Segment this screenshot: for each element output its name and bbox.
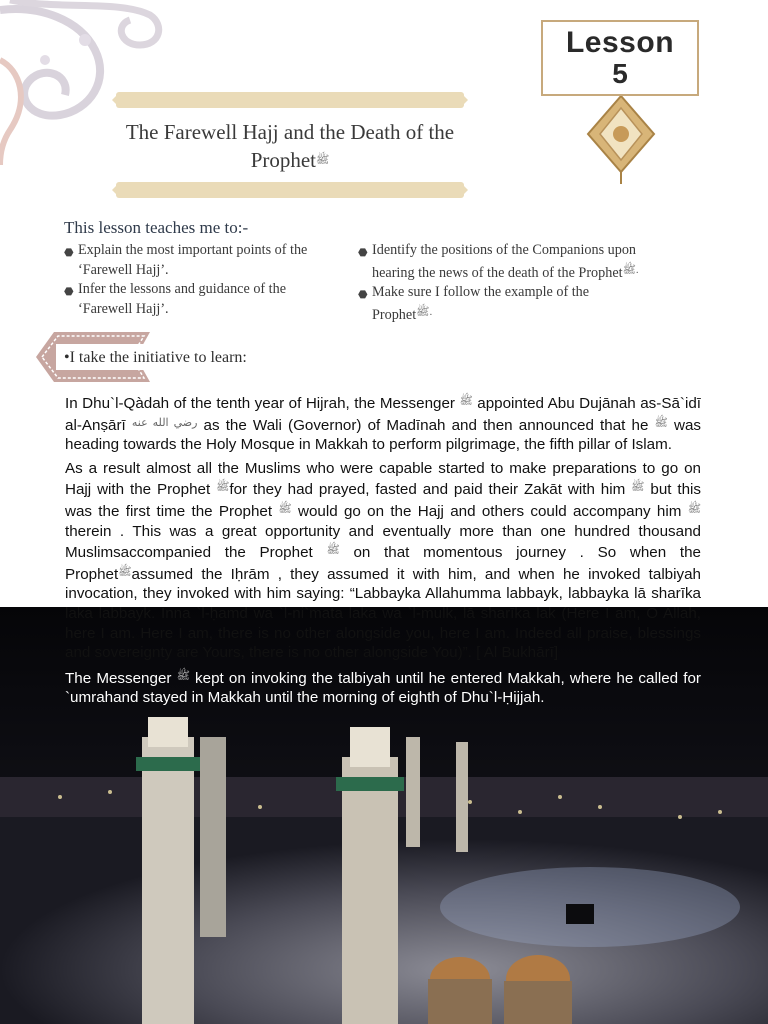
- text-run: kept on invoking the talbiyah until he entered Makkah, where he called for `umrahand stayed in Makkah until the morning of eighth of Dhu`l-Ḥijjah.: [65, 669, 701, 707]
- paragraph-3: [65, 667, 701, 708]
- text-run: As a result almost all the Muslims who were capable started to make preparations to go on Hajj with the Prophet: [65, 459, 701, 499]
- objective-text: Infer the lessons and guidance of the: [78, 281, 287, 297]
- honorific-icon: ﷺ: [631, 481, 645, 494]
- title-line-1: The Farewell Hajj and the Death of the: [125, 120, 455, 144]
- objective-item: [64, 280, 354, 319]
- text-run: The Messenger: [65, 669, 177, 687]
- honorific-icon: ﷺ: [654, 416, 668, 429]
- objective-text: hearing the news of the death of the Prophet: [372, 264, 623, 281]
- objective-text: ‘Farewell Hajj’.: [78, 300, 169, 317]
- bullet-icon: ⬣: [64, 286, 74, 298]
- honorific-ra-icon: رضي الله عنه: [131, 416, 198, 429]
- honorific-icon: ﷺ: [216, 481, 230, 494]
- text-run: but this was the first time the Prophet: [65, 481, 702, 520]
- bullet-icon: ⬣: [64, 247, 74, 259]
- honorific-icon: ﷺ: [687, 502, 701, 515]
- text-run: In Dhu`l-Qàdah of the tenth year of Hijrah, the Messenger: [65, 395, 460, 412]
- bullet-icon: ⬣: [358, 247, 368, 259]
- objective-text: Prophet: [372, 306, 417, 323]
- honorific-icon: ﷺ: [316, 154, 330, 166]
- lesson-word: Lesson: [565, 26, 675, 59]
- objective-text: Explain the most important points of the: [78, 242, 308, 258]
- honorific-icon: ﷺ.: [416, 305, 433, 318]
- lesson-number: 5: [612, 58, 628, 89]
- lesson-title: [112, 118, 468, 174]
- text-run: as the Wali (Governor) of Madīnah and then announced that he: [197, 416, 655, 434]
- objective-item: [358, 241, 698, 283]
- honorific-icon: ﷺ: [118, 565, 132, 578]
- objective-text: Make sure I follow the example of the: [372, 284, 590, 300]
- honorific-icon: ﷺ: [326, 544, 340, 557]
- text-run: therein . This was a great opportunity and eventually more than one hundred thousand Muslimsaccompanied the Prophet: [65, 522, 701, 562]
- lesson-body: [65, 392, 701, 712]
- objective-text: ‘Farewell Hajj’.: [78, 261, 169, 278]
- objective-item: [64, 241, 354, 280]
- text-run: on that momentous journey . So when the Prophet: [65, 544, 701, 583]
- paragraph-2: [65, 459, 701, 663]
- pendant-ornament: [586, 96, 656, 184]
- text-run: would go on the Hajj and others could accompany him: [291, 502, 688, 520]
- bullet-icon: ⬣: [358, 289, 368, 301]
- honorific-icon: ﷺ.: [622, 263, 639, 276]
- honorific-icon: ﷺ: [278, 502, 292, 515]
- text-run: appointed Abu Dujānah as-Sā`idī al-Anṣārī: [65, 395, 701, 434]
- paragraph-1: [65, 392, 701, 455]
- objectives-heading: This lesson teaches me to:-: [64, 218, 249, 237]
- objective-text: Identify the positions of the Companions upon: [372, 242, 637, 258]
- title-line-2: Prophet: [250, 148, 317, 172]
- honorific-icon: ﷺ: [176, 669, 190, 682]
- text-run: was heading towards the Holy Mosque in Makkah to perform pilgrimage, the fifth pillar of Islam.: [65, 416, 701, 454]
- honorific-icon: ﷺ: [459, 395, 473, 407]
- lesson-number-box: [541, 20, 699, 96]
- text-run: for they had prayed, fasted and paid their Zakāt with him: [229, 481, 632, 499]
- text-run: assumed the Iḥrām , they assumed it with him, and when he invoked talbiyah invocation, they invoked with him saying: “Labbayka Allahumma labbayk, labbayka lā sharīka laka labbayk. Inna `l-ḥamd wa `l-ni`mata laka wa `l-mulk, lā sharīka lak (Here I am, O Allah, here I am. Here I am, there is no other alongside you, here I am. Indeed all praise, blessings and sovereignty are Yours, there is no other alongside You)”. [ Al Bukhārī]: [65, 565, 701, 662]
- initiative-label: •I take the initiative to learn:: [64, 349, 247, 366]
- objective-item: [358, 283, 698, 325]
